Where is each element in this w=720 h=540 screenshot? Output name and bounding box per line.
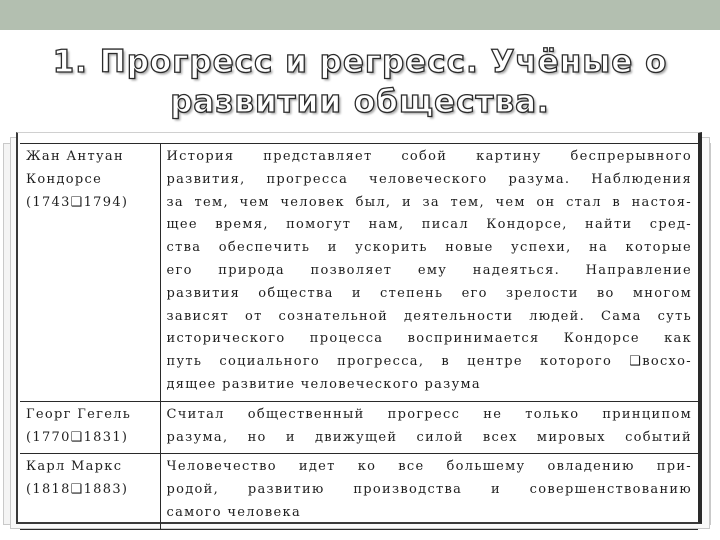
text-line: развития, прогресса человеческого разума. Наблюдения [166,171,692,187]
scientist-view-cell [160,144,698,402]
text-line: История представляет собой картину беспрерывного [166,149,692,164]
scientist-view-cell [160,401,698,454]
top-decor-band [0,0,720,30]
scientist-years: (1818❑1883) [26,482,129,498]
scientists-table [20,143,698,530]
text-line: щее время, помогут нам, писал Кондорсе, найти сред- [166,217,692,233]
scientist-name-cell [20,454,160,529]
table-row [20,401,698,454]
scientist-years: (1770❑1831) [26,429,129,445]
slide-title-line-2: развитии общества. [170,84,550,120]
scientist-name-cell [20,144,160,402]
scientist-name-cell [20,401,160,454]
text-line: родой, развитию производства и совершенствованию [166,482,692,498]
scientist-name-line: Кондорсе [26,171,103,187]
scientist-name-line: Жан Антуан [26,149,124,164]
table-row [20,454,698,529]
table-row [20,144,698,402]
scientist-name-line: Георг Гегель [26,406,132,422]
scanned-table-image [16,132,702,524]
slide-title-line-1: 1. Прогресс и регресс. Учёные о [52,44,668,80]
text-line: путь социального прогресса, в центре которого ❑восхо- [166,354,692,370]
text-line: за тем, чем человек был, и за тем, чем он стал в настоя- [166,194,692,210]
scientist-view-cell [160,454,698,529]
text-line: ства обеспечить и ускорить новые успехи, на которые [166,240,692,256]
text-line: исторического процесса воспринимается Кондорсе как [166,331,692,347]
text-line: самого человека [166,504,302,520]
text-line: дящее развитие человеческого разума [166,376,481,392]
text-line: его природа позволяет ему надеяться. Направление [166,262,692,278]
text-line: зависят от сознательной деятельности людей. Сама суть [166,308,692,324]
slide-title [30,42,690,122]
text-line: Человечество идет ко все большему овладению при- [166,459,692,475]
text-line: Считал общественный прогресс не только принципом [166,406,692,422]
text-line: разума, но и движущей силой всех мировых событий [166,429,692,445]
scientist-name-line: Карл Маркс [26,459,123,475]
text-line: развития общества и степень его зрелости во многом [166,285,692,301]
scientist-years: (1743❑1794) [26,194,129,210]
